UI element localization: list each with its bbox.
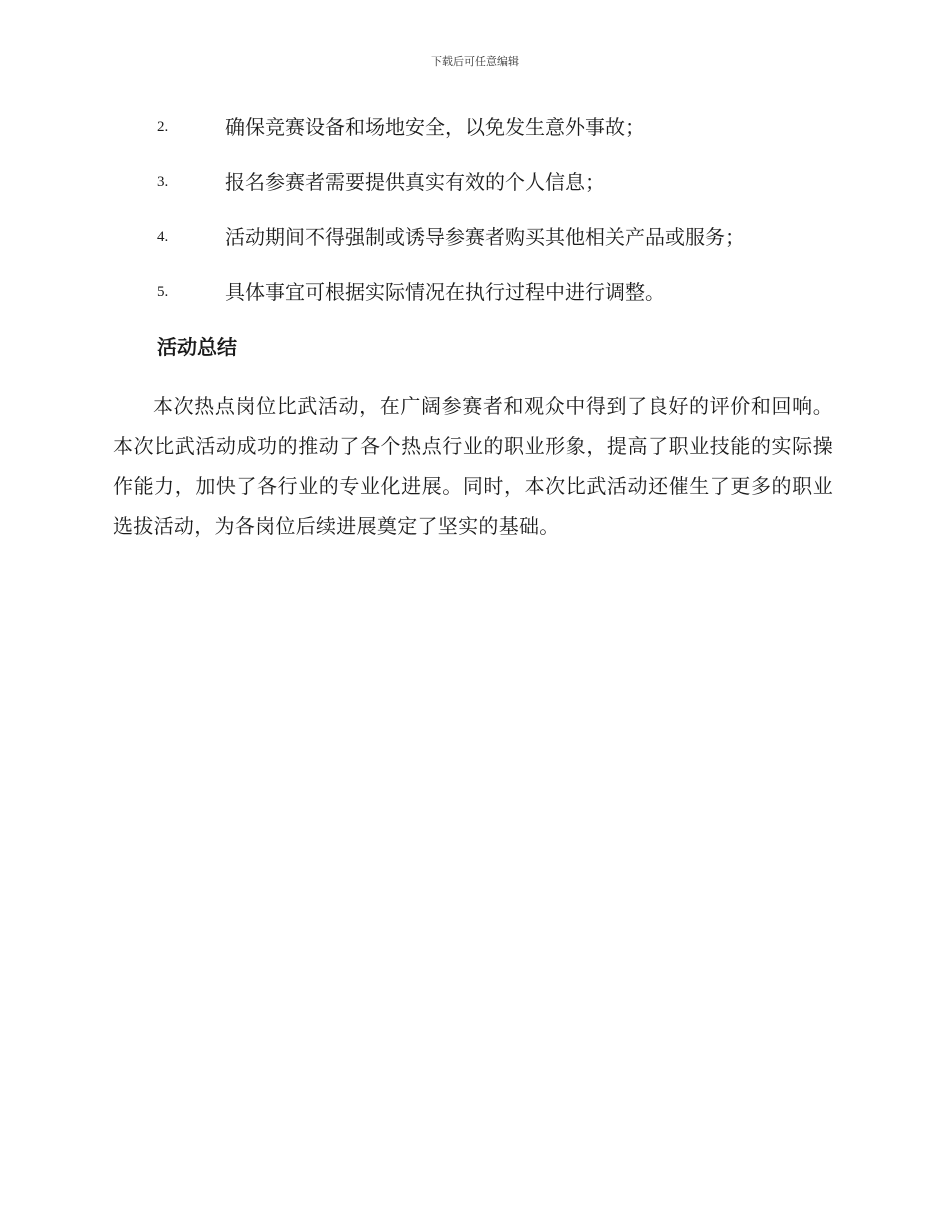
list-item xyxy=(157,112,857,167)
list-item-text: 报名参赛者需要提供真实有效的个人信息； xyxy=(225,170,605,194)
list-item-number: 4. xyxy=(157,229,169,245)
list-item-number: 3. xyxy=(157,174,169,190)
list-item xyxy=(157,277,857,332)
list-item-number: 2. xyxy=(157,119,169,135)
section-heading: 活动总结 xyxy=(157,335,237,359)
list-item xyxy=(157,222,857,277)
summary-paragraph: 本次热点岗位比武活动，在广阔参赛者和观众中得到了良好的评价和回响。本次比武活动成功的推动了各个热点行业的职业形象，提高了职业技能的实际操作能力，加快了各行业的专业化进展。同时，本次比武活动还催生了更多的职业选拔活动，为各岗位后续进展奠定了坚实的基础。 xyxy=(113,394,833,538)
numbered-list xyxy=(157,112,857,332)
page-header: 下载后可任意编辑 xyxy=(431,55,519,68)
list-item xyxy=(157,167,857,222)
list-item-number: 5. xyxy=(157,284,169,300)
list-item-text: 确保竞赛设备和场地安全，以免发生意外事故； xyxy=(225,115,645,139)
list-item-text: 具体事宜可根据实际情况在执行过程中进行调整。 xyxy=(225,280,665,304)
list-item-text: 活动期间不得强制或诱导参赛者购买其他相关产品或服务； xyxy=(225,225,745,249)
